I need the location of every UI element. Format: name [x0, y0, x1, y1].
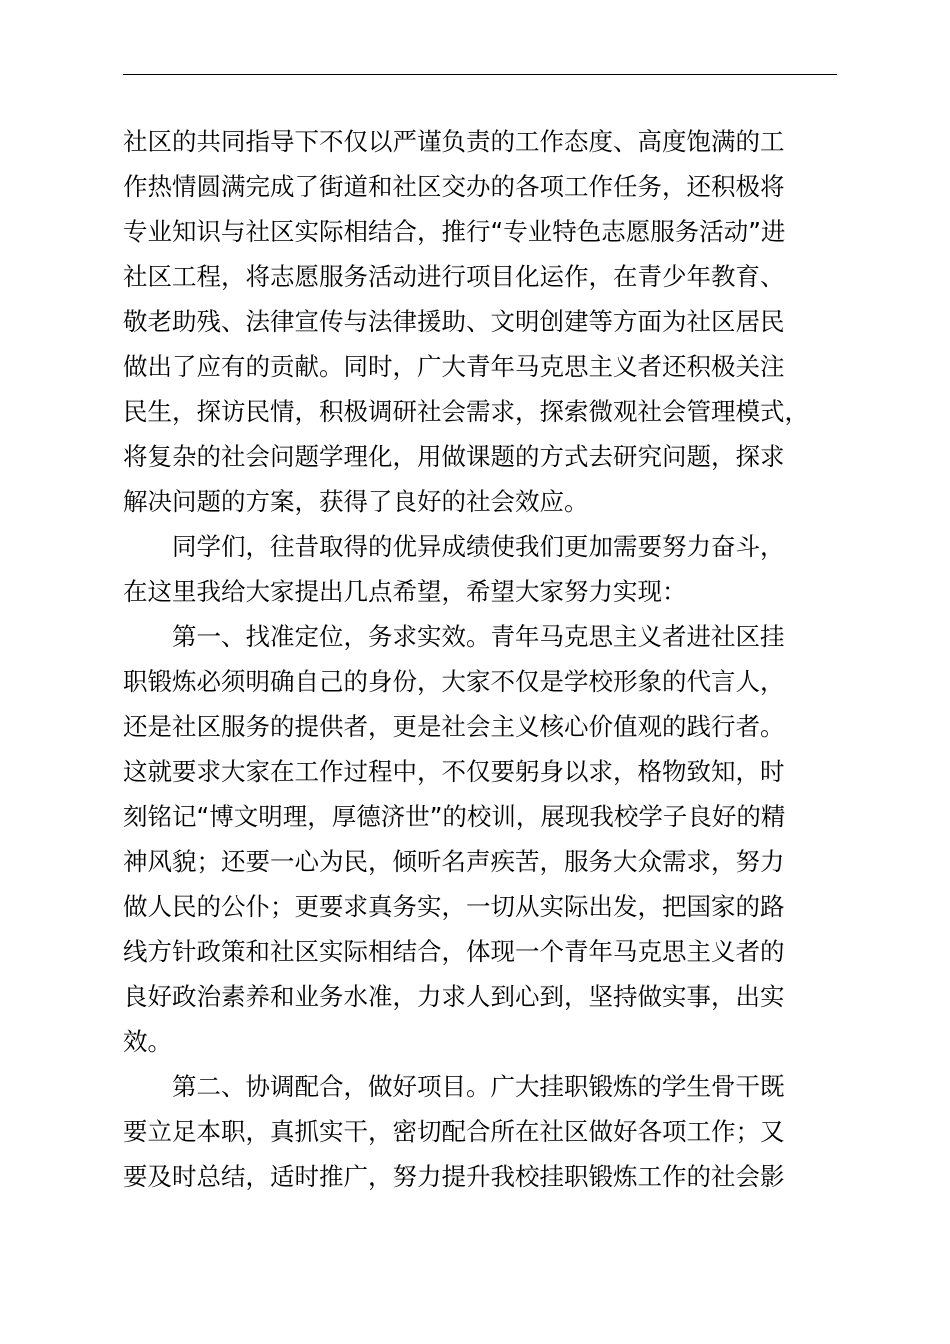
text-line: 还是社区服务的提供者，更是社会主义核心价值观的践行者。 [123, 712, 785, 741]
text-line: 良好政治素养和业务水准，力求人到心到，坚持做实事，出实 [123, 982, 785, 1011]
text-line: 敬老助残、法律宣传与法律援助、文明创建等方面为社区居民 [123, 307, 785, 336]
text-line: 社区工程，将志愿服务活动进行项目化运作，在青少年教育、 [123, 262, 785, 291]
text-line: 线方针政策和社区实际相结合，体现一个青年马克思主义者的 [123, 937, 785, 966]
text-line: 民生，探访民情，积极调研社会需求，探索微观社会管理模式， [123, 397, 809, 426]
text-line: 这就要求大家在工作过程中，不仅要躬身以求，格物致知，时 [123, 757, 785, 786]
text-line: 将复杂的社会问题学理化，用做课题的方式去研究问题，探求 [123, 442, 785, 471]
header-rule [123, 74, 837, 75]
text-line: 在这里我给大家提出几点希望，希望大家努力实现： [123, 577, 687, 606]
text-line: 做出了应有的贡献。同时，广大青年马克思主义者还积极关注 [123, 352, 785, 381]
text-line: 解决问题的方案，获得了良好的社会效应。 [123, 487, 589, 516]
text-line: 做人民的公仆；更要求真务实，一切从实际出发，把国家的路 [123, 892, 785, 921]
text-line: 刻铭记“博文明理，厚德济世”的校训，展现我校学子良好的精 [123, 802, 786, 831]
text-line: 神风貌；还要一心为民，倾听名声疾苦，服务大众需求，努力 [123, 847, 785, 876]
text-line: 职锻炼必须明确自己的身份，大家不仅是学校形象的代言人， [123, 667, 785, 696]
text-line: 要立足本职，真抓实干，密切配合所在社区做好各项工作；又 [123, 1117, 785, 1146]
text-line: 社区的共同指导下不仅以严谨负责的工作态度、高度饱满的工 [123, 127, 785, 156]
text-line: 要及时总结，适时推广，努力提升我校挂职锻炼工作的社会影 [123, 1162, 785, 1191]
text-line: 专业知识与社区实际相结合，推行“专业特色志愿服务活动”进 [123, 217, 786, 246]
text-line: 同学们，往昔取得的优异成绩使我们更加需要努力奋斗， [123, 532, 785, 561]
text-line: 作热情圆满完成了街道和社区交办的各项工作任务，还积极将 [123, 172, 785, 201]
text-line: 第二、协调配合，做好项目。广大挂职锻炼的学生骨干既 [123, 1072, 785, 1101]
text-line: 效。 [123, 1027, 172, 1056]
text-line: 第一、找准定位，务求实效。青年马克思主义者进社区挂 [123, 622, 785, 651]
